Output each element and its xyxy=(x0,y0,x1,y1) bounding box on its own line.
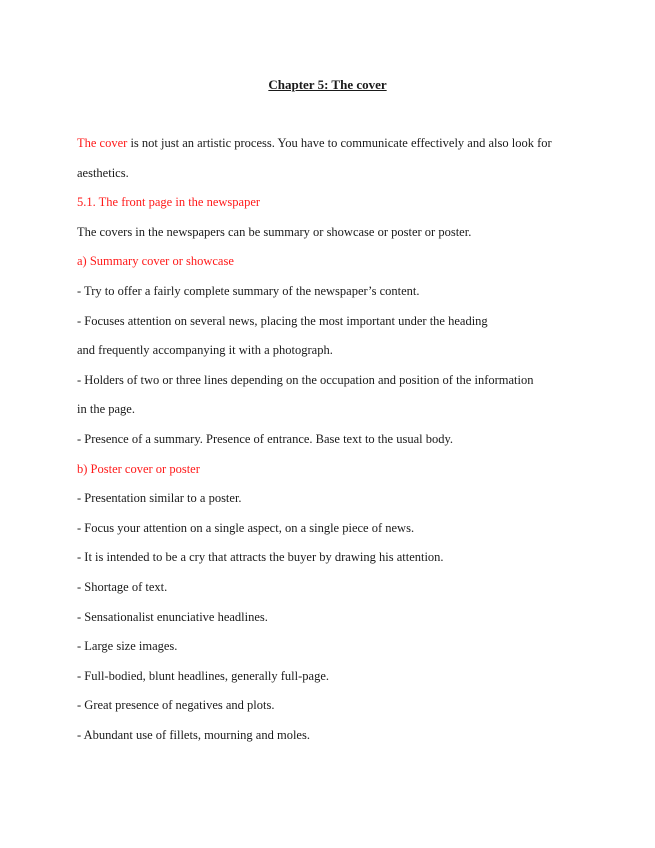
intro-line xyxy=(77,134,577,164)
list-item: - Focus your attention on a single aspect, on a single piece of news. xyxy=(77,520,415,535)
section-text: The covers in the newspapers can be summary or showcase or poster or poster. xyxy=(77,224,472,239)
section-heading: 5.1. The front page in the newspaper xyxy=(77,195,261,210)
list-item: in the page. xyxy=(77,402,135,417)
list-item: - It is intended to be a cry that attracts the buyer by drawing his attention. xyxy=(77,550,444,565)
subsection-b-heading: b) Poster cover or poster xyxy=(77,461,200,476)
list-item: - Full-bodied, blunt headlines, generally full-page. xyxy=(77,668,330,683)
subsection-a-heading: a) Summary cover or showcase xyxy=(77,254,234,269)
list-item: - Focuses attention on several news, placing the most important under the heading xyxy=(77,313,488,328)
list-item: - Large size images. xyxy=(77,639,178,654)
intro-highlight: The cover xyxy=(77,136,128,150)
list-item: - Holders of two or three lines depending on the occupation and position of the information xyxy=(77,372,534,387)
intro-text: is not just an artistic process. You have to communicate effectively and also look for xyxy=(127,136,552,150)
list-item: - Great presence of negatives and plots. xyxy=(77,698,275,713)
list-item: - Presence of a summary. Presence of entrance. Base text to the usual body. xyxy=(77,431,454,446)
list-item: - Presentation similar to a poster. xyxy=(77,491,242,506)
chapter-title: Chapter 5: The cover xyxy=(268,77,387,92)
intro-continuation: aesthetics. xyxy=(77,165,129,180)
list-item: - Abundant use of fillets, mourning and moles. xyxy=(77,727,310,742)
document-body xyxy=(77,134,577,755)
list-item: - Shortage of text. xyxy=(77,579,168,594)
list-item: - Sensationalist enunciative headlines. xyxy=(77,609,268,624)
list-item: and frequently accompanying it with a photograph. xyxy=(77,343,333,358)
list-item: - Try to offer a fairly complete summary of the newspaper’s content. xyxy=(77,283,420,298)
